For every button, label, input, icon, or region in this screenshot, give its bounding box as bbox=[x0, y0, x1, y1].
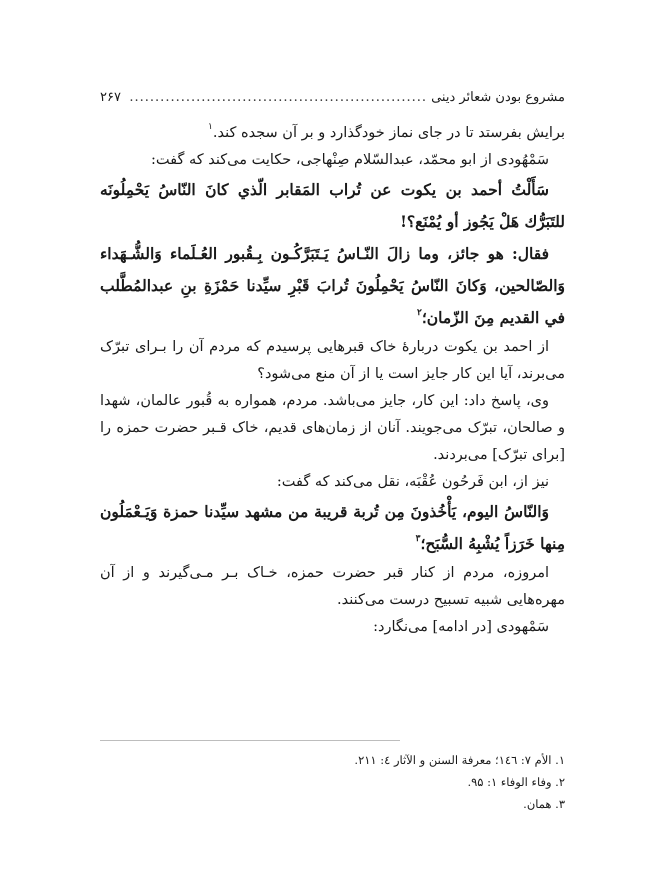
running-header bbox=[100, 88, 565, 110]
paragraph-4: وی، پاسخ داد: این کار، جایز می‌باشد. مردم، همواره به قُبور عالمان، شهدا و صالحان، تبرّک می‌جویند. آنان از زمان‌های قدیم، خاک قـبر حضرت حمزه را [برای تبرّک] می‌بردند. bbox=[100, 393, 565, 463]
footnote-2: ۲. وفاء الوفاء ۱: ۹۵. bbox=[467, 775, 565, 789]
arabic-quote-2-text: فقال: هو جائز، وما زالَ النّـاسُ يَـتَبَرَّكُـون بِـقُبور العُـلَماء وَالشُّـهَداء وَالصّالحين، وَكانَ النّاسُ يَحْمِلُونَ تُرابَ قَبْرِ سيِّدنا حَمْزَةِ بنِ عبدالمُطَّلب في القديم مِنَ الزّمان؛ bbox=[100, 244, 565, 327]
paragraph-7: سَمْهودی [در ادامه] می‌نگارد: bbox=[373, 619, 549, 635]
book-page bbox=[100, 88, 565, 641]
chapter-title: مشروع بودن شعائر دینی bbox=[431, 90, 565, 105]
arabic-quote-1: سَأَلْتُ أحمد بن يكوت عن تُراب المَقابر الّذي كانَ النّاسُ يَحْمِلُونَه للتَبَرُّك هَلْ يَجُوز أو يُمْنَع؟! bbox=[100, 180, 565, 231]
page-number: ۲۶۷ bbox=[100, 90, 121, 105]
header-dot-leader: .......................................................... bbox=[129, 90, 428, 105]
footnote-ref-1: ۱ bbox=[208, 122, 213, 133]
arabic-quote-3-text: وَالنّاسُ اليوم، يَأْخُذونَ مِن تُربة قريبة من مشهد سيِّدنا حمزة وَيَـعْمَلُون مِنها خَرَزاً يُشْبِهُ السُّبَح؛ bbox=[100, 502, 565, 553]
paragraph-3: از احمد بن یکوت دربارهٔ خاک قبرهایی پرسیدم که مردم آن را بـرای تبرّک می‌برند، آیا این کار جایز است یا از آن منع می‌شود؟ bbox=[100, 339, 565, 382]
footnote-divider bbox=[100, 740, 400, 741]
paragraph-2: سَمْهُودی از ابو محمّد، عبدالسّلام صِنْهاجی، حکایت می‌کند که گفت: bbox=[151, 152, 549, 168]
footnote-ref-2: ۲ bbox=[416, 307, 422, 318]
paragraph-1-text: برایش بفرستد تا در جای نماز خودگذارد و بر آن سجده کند. bbox=[212, 125, 565, 141]
footnote-3: ۳. همان. bbox=[523, 797, 565, 811]
footnotes bbox=[100, 740, 565, 815]
arabic-quote-3 bbox=[100, 496, 565, 560]
paragraph-5: نیز از، ابن فَرحُون عُقْبَه، نقل می‌کند که گفت: bbox=[276, 474, 549, 490]
paragraph-1 bbox=[100, 120, 565, 147]
footnote-1: ۱. الأم ۷: ۱٤٦؛ معرفة السنن و الآثار ٤: ۲۱۱. bbox=[354, 753, 565, 767]
paragraph-6: امروزه، مردم از کنار قبر حضرت حمزه، خـاک بـر مـی‌گیرند و از آن مهره‌هایی شبیه تسبیح درست می‌کنند. bbox=[100, 565, 565, 608]
arabic-quote-2 bbox=[100, 238, 565, 334]
footnote-ref-3: ۳ bbox=[415, 533, 421, 544]
